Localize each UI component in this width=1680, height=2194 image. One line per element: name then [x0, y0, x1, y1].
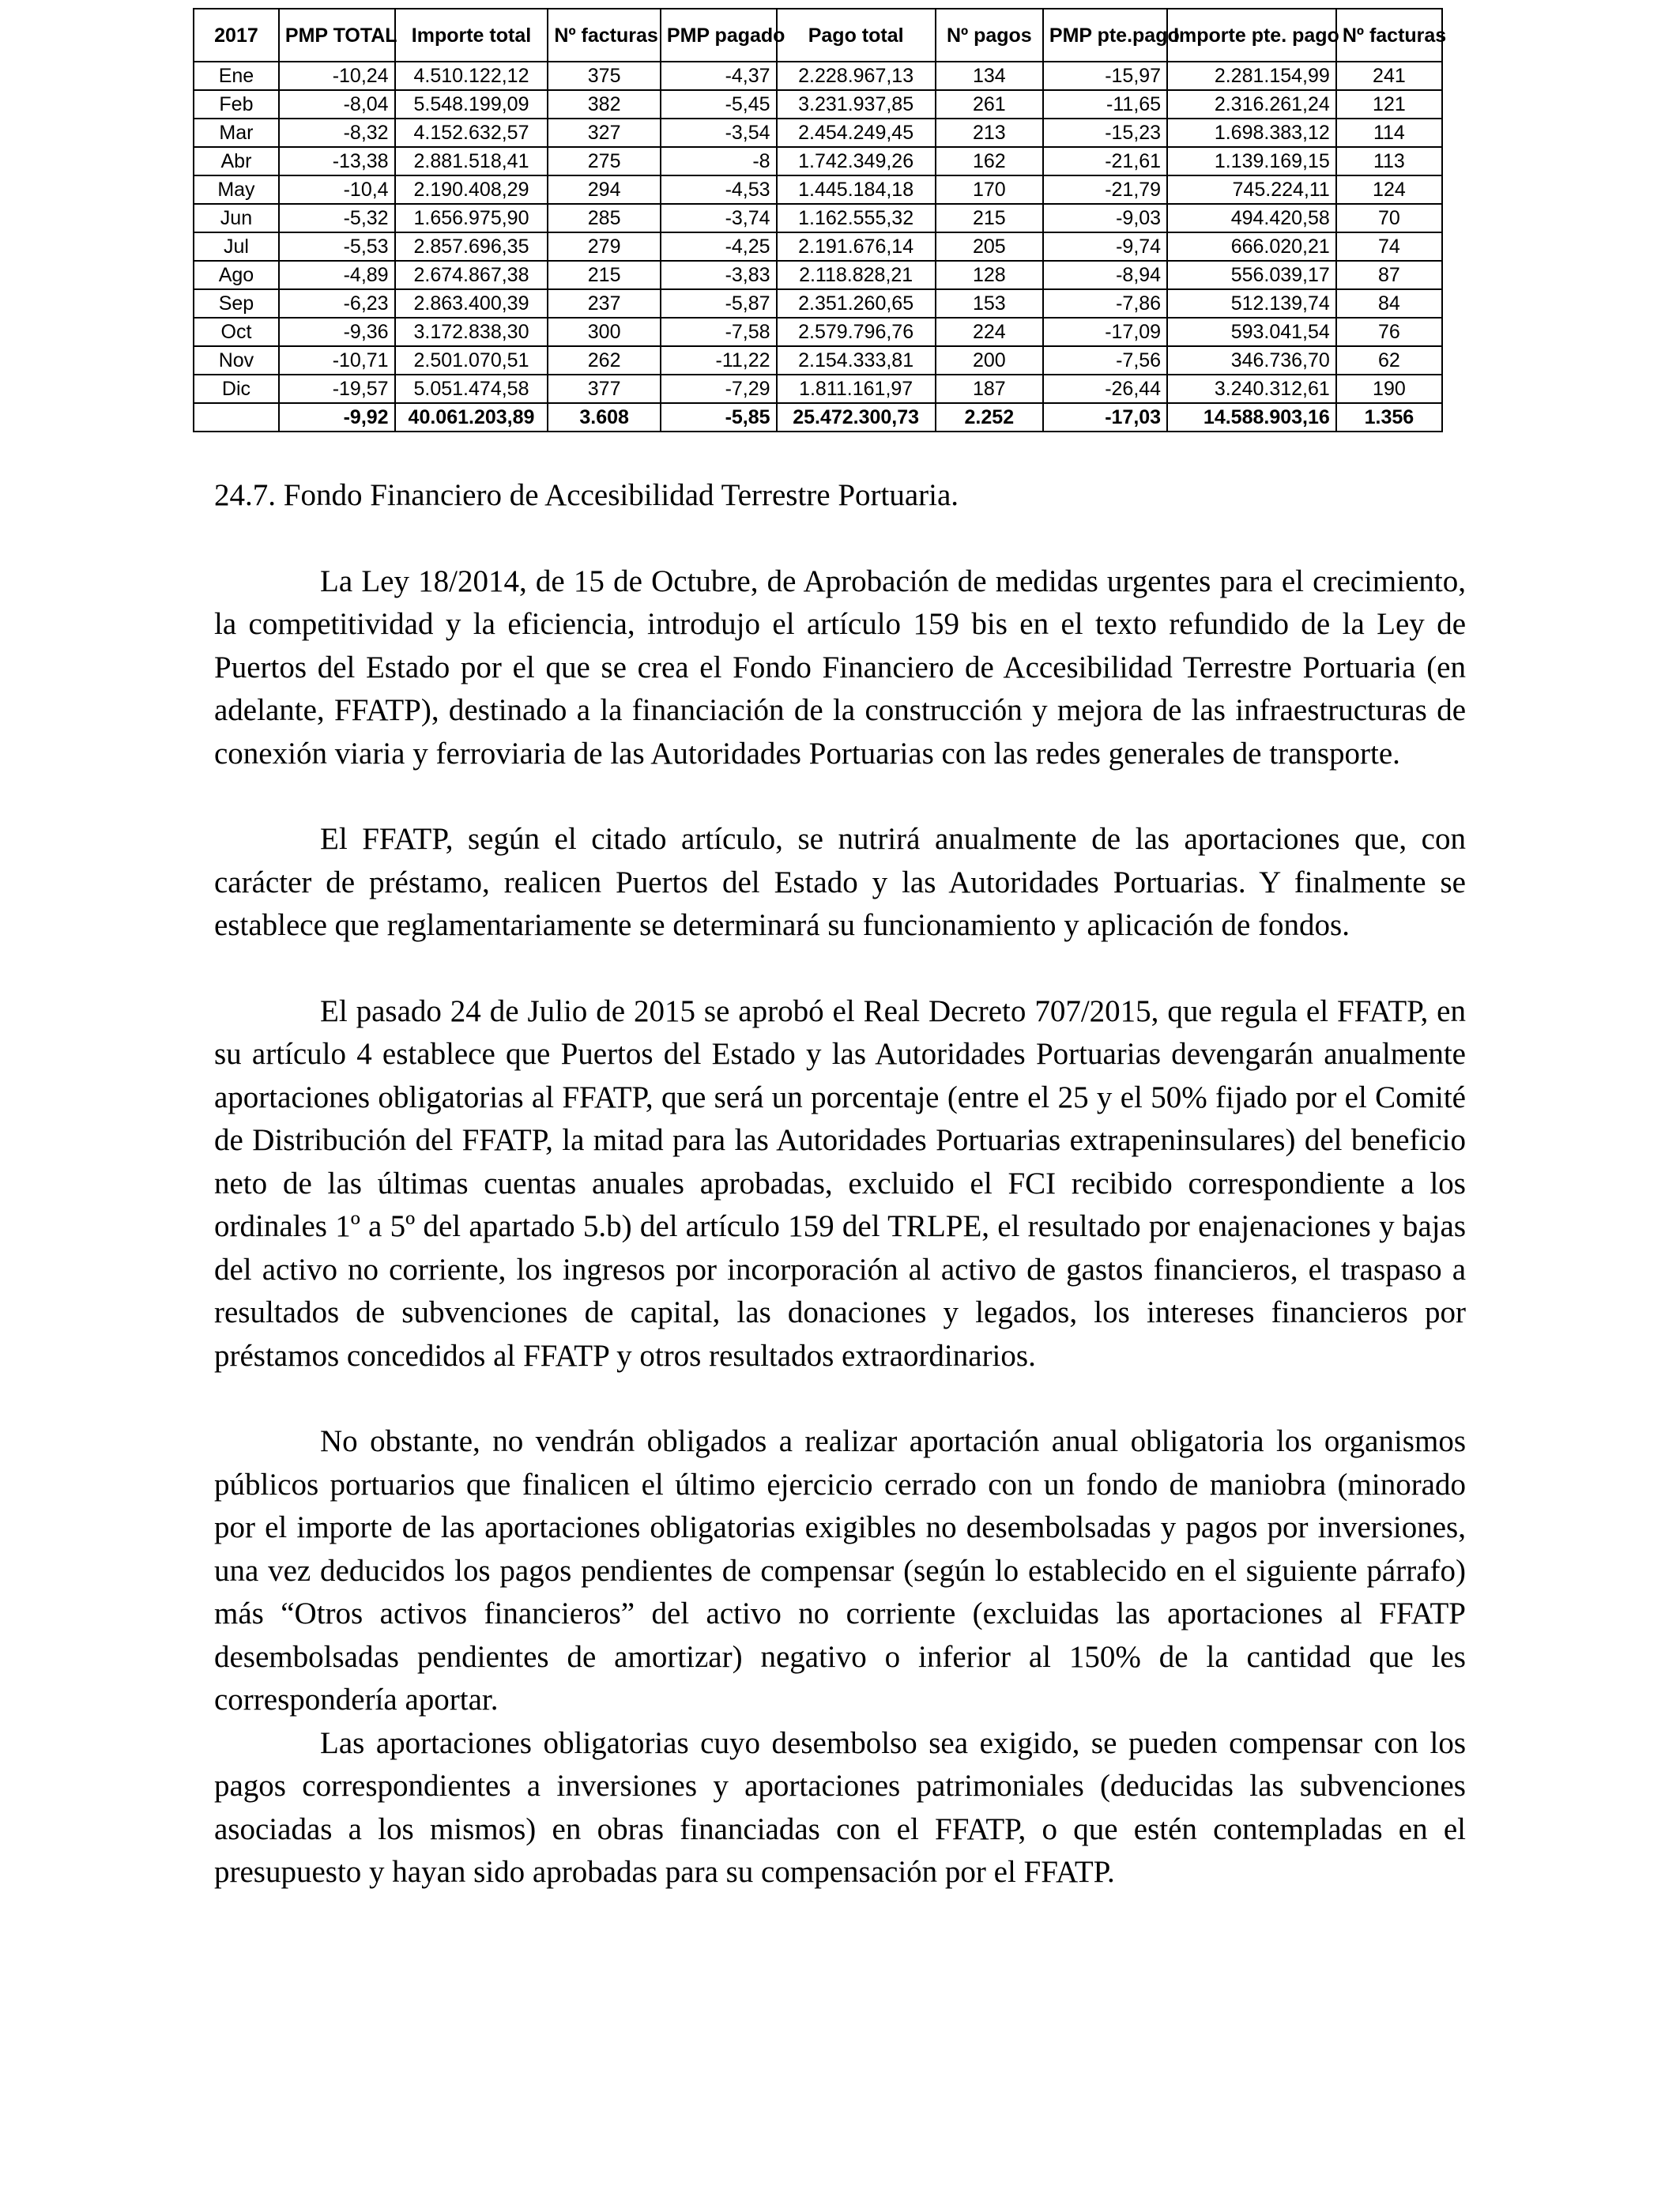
table-cell: Ene [194, 62, 279, 90]
table-cell: 5.051.474,58 [395, 375, 548, 403]
table-cell: 285 [548, 204, 660, 232]
table-cell: -7,58 [661, 318, 777, 346]
table-cell: -3,74 [661, 204, 777, 232]
table-cell: 190 [1336, 375, 1442, 403]
table-cell: 134 [936, 62, 1043, 90]
table-cell: 2.191.676,14 [777, 232, 936, 261]
table-cell: 74 [1336, 232, 1442, 261]
table-cell: -8,04 [279, 90, 395, 119]
table-cell: 5.548.199,09 [395, 90, 548, 119]
table-cell: 2.316.261,24 [1167, 90, 1336, 119]
table-cell: -26,44 [1043, 375, 1167, 403]
table-cell: 2.252 [936, 403, 1043, 432]
table-cell: 375 [548, 62, 660, 90]
table-cell: -4,89 [279, 261, 395, 289]
table-cell: 346.736,70 [1167, 346, 1336, 375]
table-cell: -15,23 [1043, 119, 1167, 147]
table-cell: 300 [548, 318, 660, 346]
table-cell [194, 403, 279, 432]
table-cell: 70 [1336, 204, 1442, 232]
table-cell: 2.190.408,29 [395, 175, 548, 204]
table-row [194, 375, 1442, 403]
table-cell: Feb [194, 90, 279, 119]
table-cell: 215 [936, 204, 1043, 232]
table-row [194, 289, 1442, 318]
paragraph-1: La Ley 18/2014, de 15 de Octubre, de Aprobación de medidas urgentes para el crecimiento, la competitividad y la eficiencia, introdujo el artículo 159 bis en el texto refundido de la Ley de Puertos del Estado por el que se crea el Fondo Financiero de Accesibilidad Terrestre Portuaria (en adelante, FFATP), destinado a la financiación de la construcción y mejora de las infraestructuras de conexión viaria y ferroviaria de las Autoridades Portuarias con las redes generales de transporte. [214, 564, 1466, 771]
table-cell: 2.118.828,21 [777, 261, 936, 289]
table-cell: Mar [194, 119, 279, 147]
table-cell: -10,24 [279, 62, 395, 90]
pmp-table [193, 8, 1447, 432]
table-cell: -9,36 [279, 318, 395, 346]
table-cell: 76 [1336, 318, 1442, 346]
table-cell: -11,22 [661, 346, 777, 375]
table-cell: 162 [936, 147, 1043, 175]
table-cell: -8,32 [279, 119, 395, 147]
table-cell: -9,74 [1043, 232, 1167, 261]
table-cell: -4,37 [661, 62, 777, 90]
table-row [194, 318, 1442, 346]
table-row [194, 147, 1442, 175]
table-row [194, 90, 1442, 119]
table-cell: -4,25 [661, 232, 777, 261]
table-cell: 113 [1336, 147, 1442, 175]
table-cell: 215 [548, 261, 660, 289]
table-cell: 128 [936, 261, 1043, 289]
header-n-facturas-pte: Nº facturas [1336, 9, 1442, 62]
table-row [194, 175, 1442, 204]
table-cell: -5,85 [661, 403, 777, 432]
table-cell: -21,79 [1043, 175, 1167, 204]
table-cell: 2.579.796,76 [777, 318, 936, 346]
table-cell: 121 [1336, 90, 1442, 119]
table-cell: 87 [1336, 261, 1442, 289]
paragraph-2: El FFATP, según el citado artículo, se nutrirá anualmente de las aportaciones que, con carácter de préstamo, realicen Puertos del Estado y las Autoridades Portuarias. Y finalmente se establece que reglamentariamente se determinará su funcionamiento y aplicación de fondos. [214, 822, 1466, 942]
table-cell: 666.020,21 [1167, 232, 1336, 261]
table-cell: Ago [194, 261, 279, 289]
table-cell: 494.420,58 [1167, 204, 1336, 232]
table-cell: 2.863.400,39 [395, 289, 548, 318]
pmp-table-container [193, 8, 1447, 432]
table-cell: 1.356 [1336, 403, 1442, 432]
table-cell: 2.501.070,51 [395, 346, 548, 375]
table-row [194, 232, 1442, 261]
table-cell: 377 [548, 375, 660, 403]
header-n-pagos: Nº pagos [936, 9, 1043, 62]
table-cell: 153 [936, 289, 1043, 318]
table-cell: 4.152.632,57 [395, 119, 548, 147]
table-cell: 2.154.333,81 [777, 346, 936, 375]
table-cell: -5,87 [661, 289, 777, 318]
table-cell: 200 [936, 346, 1043, 375]
header-pmp-pagado: PMP pagado [661, 9, 777, 62]
table-row [194, 346, 1442, 375]
table-cell: Sep [194, 289, 279, 318]
table-cell: 3.240.312,61 [1167, 375, 1336, 403]
table-cell: 2.351.260,65 [777, 289, 936, 318]
table-cell: -8,94 [1043, 261, 1167, 289]
header-n-facturas: Nº facturas [548, 9, 660, 62]
table-cell: -11,65 [1043, 90, 1167, 119]
table-cell: -21,61 [1043, 147, 1167, 175]
table-cell: 224 [936, 318, 1043, 346]
table-cell: -17,09 [1043, 318, 1167, 346]
table-cell: 213 [936, 119, 1043, 147]
table-row [194, 204, 1442, 232]
header-importe-total: Importe total [395, 9, 548, 62]
table-cell: 1.656.975,90 [395, 204, 548, 232]
table-total-row [194, 403, 1442, 432]
table-cell: -3,54 [661, 119, 777, 147]
table-cell: 2.228.967,13 [777, 62, 936, 90]
table-cell: 3.608 [548, 403, 660, 432]
table-cell: 2.881.518,41 [395, 147, 548, 175]
table-cell: -10,4 [279, 175, 395, 204]
header-year: 2017 [194, 9, 279, 62]
table-cell: -7,56 [1043, 346, 1167, 375]
table-cell: Jun [194, 204, 279, 232]
table-cell: -9,03 [1043, 204, 1167, 232]
table-cell: 3.231.937,85 [777, 90, 936, 119]
table-cell: 2.857.696,35 [395, 232, 548, 261]
table-cell: 205 [936, 232, 1043, 261]
table-cell: -7,29 [661, 375, 777, 403]
table-cell: 382 [548, 90, 660, 119]
table-cell: 14.588.903,16 [1167, 403, 1336, 432]
header-importe-pte-pago: Importe pte. pago [1167, 9, 1336, 62]
table-body [194, 62, 1442, 432]
table-cell: 237 [548, 289, 660, 318]
table-cell: 745.224,11 [1167, 175, 1336, 204]
table-cell: 1.811.161,97 [777, 375, 936, 403]
table-cell: 124 [1336, 175, 1442, 204]
table-cell: -9,92 [279, 403, 395, 432]
table-cell: 1.162.555,32 [777, 204, 936, 232]
table-cell: 327 [548, 119, 660, 147]
table-row [194, 62, 1442, 90]
table-cell: 261 [936, 90, 1043, 119]
table-cell: -17,03 [1043, 403, 1167, 432]
table-cell: -15,97 [1043, 62, 1167, 90]
table-row [194, 119, 1442, 147]
table-cell: 279 [548, 232, 660, 261]
table-cell: May [194, 175, 279, 204]
table-row [194, 261, 1442, 289]
table-cell: 593.041,54 [1167, 318, 1336, 346]
table-cell: 1.742.349,26 [777, 147, 936, 175]
table-cell: 114 [1336, 119, 1442, 147]
table-cell: Oct [194, 318, 279, 346]
table-cell: Abr [194, 147, 279, 175]
table-cell: -8 [661, 147, 777, 175]
table-cell: 1.445.184,18 [777, 175, 936, 204]
table-cell: -5,45 [661, 90, 777, 119]
table-cell: 40.061.203,89 [395, 403, 548, 432]
table-cell: 84 [1336, 289, 1442, 318]
paragraph-3: El pasado 24 de Julio de 2015 se aprobó el Real Decreto 707/2015, que regula el FFATP, en su artículo 4 establece que Puertos del Estado y las Autoridades Portuarias devengarán anualmente aportaciones obligatorias al FFATP, que será un porcentaje (entre el 25 y el 50% fijado por el Comité de Distribución del FFATP, la mitad para las Autoridades Portuarias extrapeninsulares) del beneficio neto de las últimas cuentas anuales aprobadas, excluido el FCI recibido correspondiente a los ordinales 1º a 5º del apartado 5.b) del artículo 159 del TRLPE, el resultado por enajenaciones y bajas del activo no corriente, los ingresos por incorporación al activo de gastos financieros, el traspaso a resultados de subvenciones de capital, las donaciones y legados, los intereses financieros por préstamos concedidos al FFATP y otros resultados extraordinarios. [214, 993, 1466, 1373]
table-cell: 4.510.122,12 [395, 62, 548, 90]
table-cell: -5,53 [279, 232, 395, 261]
header-pmp-pte-pago: PMP pte.pago [1043, 9, 1167, 62]
header-pago-total: Pago total [777, 9, 936, 62]
table-cell: Nov [194, 346, 279, 375]
table-cell: -4,53 [661, 175, 777, 204]
table-cell: 512.139,74 [1167, 289, 1336, 318]
table-cell: 275 [548, 147, 660, 175]
table-cell: 25.472.300,73 [777, 403, 936, 432]
table-cell: 62 [1336, 346, 1442, 375]
table-cell: 241 [1336, 62, 1442, 90]
table-cell: Dic [194, 375, 279, 403]
document-body [214, 474, 1466, 1894]
table-cell: -3,83 [661, 261, 777, 289]
table-cell: -6,23 [279, 289, 395, 318]
table-cell: -19,57 [279, 375, 395, 403]
table-cell: 170 [936, 175, 1043, 204]
paragraph-5: Las aportaciones obligatorias cuyo desembolso sea exigido, se pueden compensar con los pagos correspondientes a inversiones y aportaciones patrimoniales (deducidas las subvenciones asociadas a los mismos) en obras financiadas con el FFATP, o que estén contempladas en el presupuesto y hayan sido aprobadas para su compensación por el FFATP. [214, 1725, 1466, 1889]
table-cell: -10,71 [279, 346, 395, 375]
section-heading: 24.7. Fondo Financiero de Accesibilidad Terrestre Portuaria. [214, 478, 959, 512]
table-cell: -7,86 [1043, 289, 1167, 318]
header-pmp-total: PMP TOTAL [279, 9, 395, 62]
table-cell: 294 [548, 175, 660, 204]
table-header-row [194, 9, 1442, 62]
table-cell: -5,32 [279, 204, 395, 232]
table-cell: 1.139.169,15 [1167, 147, 1336, 175]
table-cell: 187 [936, 375, 1043, 403]
table-cell: 1.698.383,12 [1167, 119, 1336, 147]
table-cell: -13,38 [279, 147, 395, 175]
table-cell: 2.454.249,45 [777, 119, 936, 147]
table-cell: 2.281.154,99 [1167, 62, 1336, 90]
table-cell: Jul [194, 232, 279, 261]
paragraph-4: No obstante, no vendrán obligados a realizar aportación anual obligatoria los organismos públicos portuarios que finalicen el último ejercicio cerrado con un fondo de maniobra (minorado por el importe de las aportaciones obligatorias exigibles no desembolsadas y pagos por inversiones, una vez deducidos los pagos pendientes de compensar (según lo establecido en el siguiente párrafo) más “Otros activos financieros” del activo no corriente (excluidas las aportaciones al FFATP desembolsadas pendientes de amortizar) negativo o inferior al 150% de la cantidad que les correspondería aportar. [214, 1424, 1466, 1717]
table-cell: 3.172.838,30 [395, 318, 548, 346]
table-cell: 556.039,17 [1167, 261, 1336, 289]
table-cell: 262 [548, 346, 660, 375]
table-cell: 2.674.867,38 [395, 261, 548, 289]
